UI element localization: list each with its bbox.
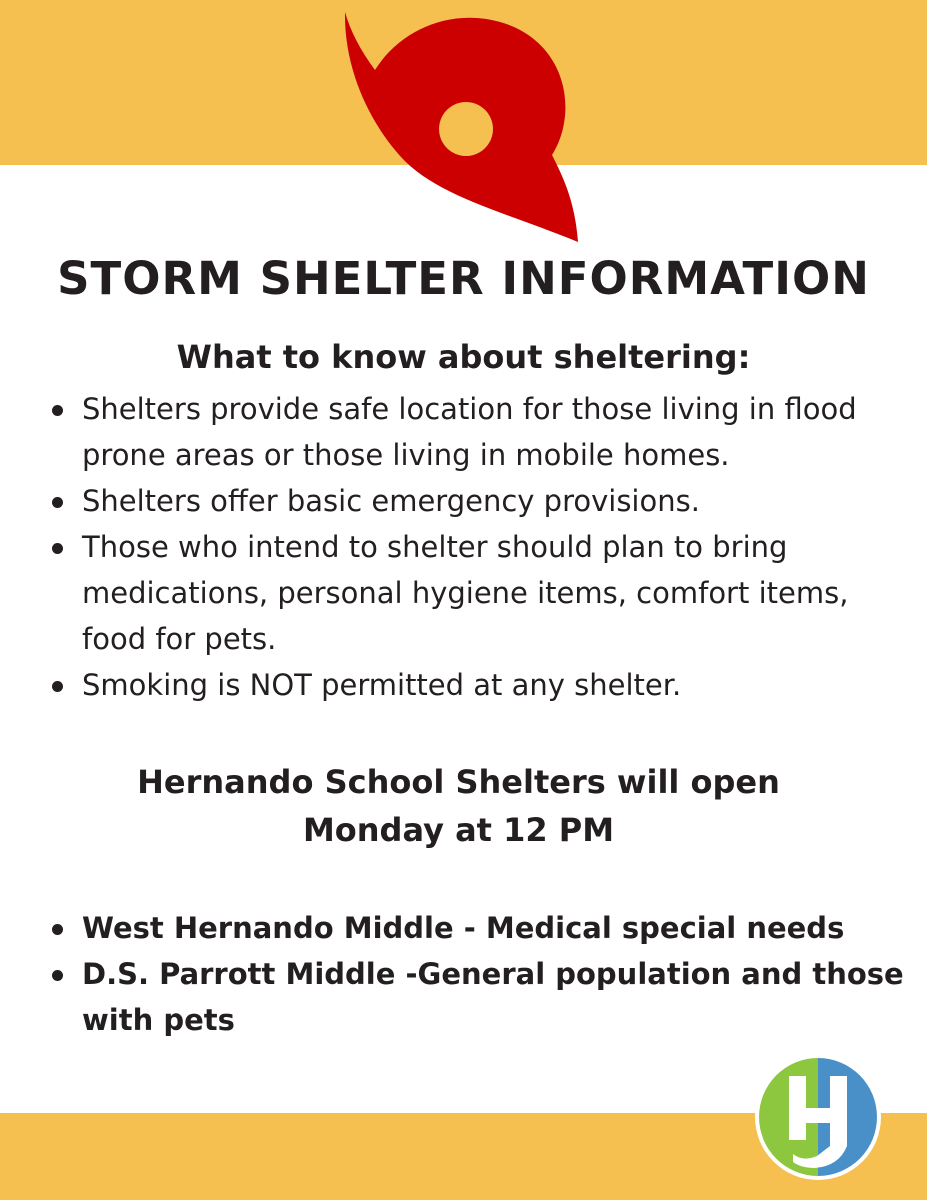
list-item: Shelters offer basic emergency provisions. xyxy=(48,478,908,524)
sheltering-heading: What to know about sheltering: xyxy=(176,338,751,376)
sheltering-info-list xyxy=(48,386,908,708)
shelter-item: D.S. Parrott Middle -General population and those with pets xyxy=(48,951,908,1043)
opening-line-2: Monday at 12 PM xyxy=(302,811,615,849)
list-item: Shelters provide safe location for those living in flood prone areas or those living in mobile homes. xyxy=(48,386,908,478)
page-title: STORM SHELTER INFORMATION xyxy=(57,252,870,305)
opening-notice xyxy=(0,758,917,854)
hernando-logo-icon xyxy=(753,1052,883,1182)
opening-line-1: Hernando School Shelters will open xyxy=(137,763,780,801)
list-item: Those who intend to shelter should plan to bring medications, personal hygiene items, comfort items, food for pets. xyxy=(48,524,908,662)
shelter-locations-list xyxy=(48,905,908,1043)
list-item: Smoking is NOT permitted at any shelter. xyxy=(48,662,908,708)
hurricane-icon xyxy=(340,10,585,245)
shelter-item: West Hernando Middle - Medical special needs xyxy=(48,905,908,951)
